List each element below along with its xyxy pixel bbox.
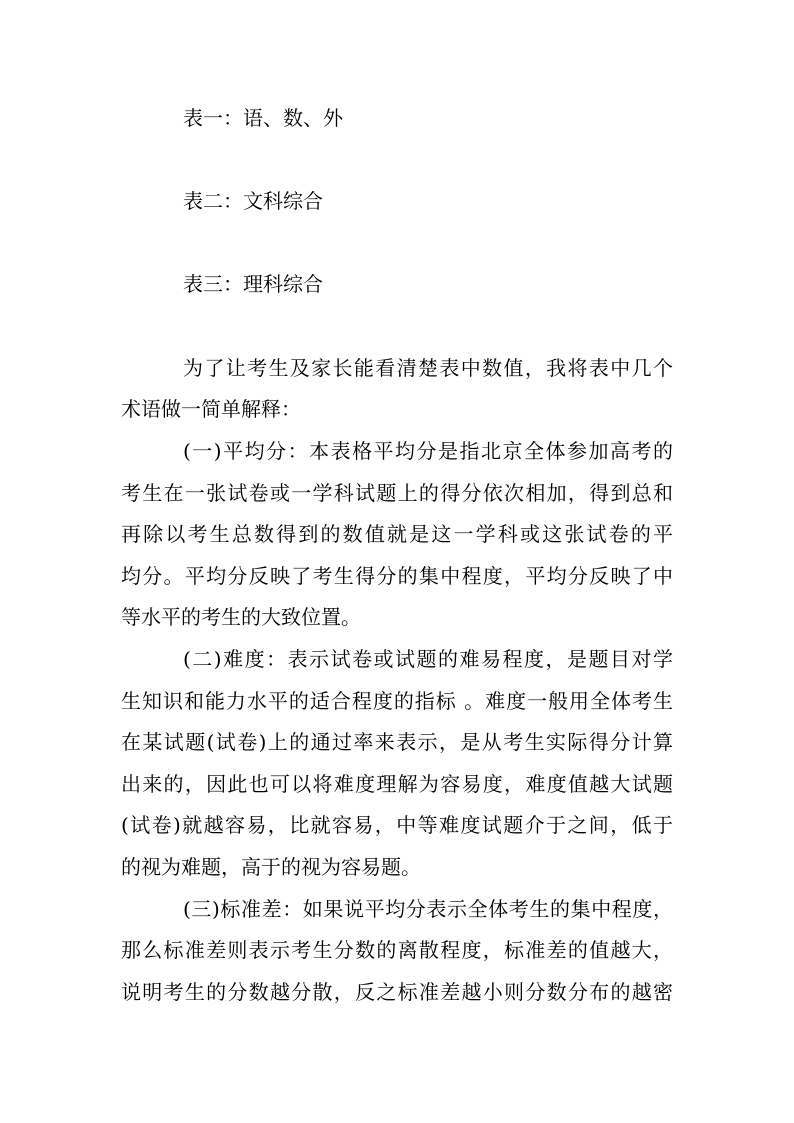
average-score-line-1: (一)平均分：本表格平均分是指北京全体参加高考的 [183, 439, 673, 463]
difficulty-line-6: 的视为难题，高于的视为容易题。 [121, 855, 421, 879]
table-1-heading: 表一：语、数、外 [183, 106, 343, 130]
standard-deviation-line-3: 说明考生的分数越分散，反之标准差越小则分数分布的越密 [121, 980, 673, 1004]
average-score-line-2: 考生在一张试卷或一学科试题上的得分依次相加，得到总和 [121, 481, 673, 505]
difficulty-line-2: 生知识和能力水平的适合程度的指标 。难度一般用全体考生 [121, 689, 673, 713]
average-score-line-3: 再除以考生总数得到的数值就是这一学科或这张试卷的平 [121, 522, 673, 546]
standard-deviation-line-1: (三)标准差：如果说平均分表示全体考生的集中程度， [183, 897, 673, 921]
standard-deviation-line-2: 那么标准差则表示考生分数的离散程度，标准差的值越大， [121, 938, 673, 962]
intro-line-2: 术语做一简单解释： [121, 397, 301, 421]
average-score-line-4: 均分。平均分反映了考生得分的集中程度，平均分反映了中 [121, 564, 673, 588]
average-score-line-5: 等水平的考生的大致位置。 [121, 605, 361, 629]
table-3-heading: 表三：理科综合 [183, 272, 323, 296]
intro-line-1: 为了让考生及家长能看清楚表中数值，我将表中几个 [183, 356, 673, 380]
difficulty-line-1: (二)难度：表示试卷或试题的难易程度，是题目对学 [183, 647, 673, 671]
difficulty-line-4: 出来的，因此也可以将难度理解为容易度，难度值越大试题 [121, 772, 673, 796]
difficulty-line-3: 在某试题(试卷)上的通过率来表示，是从考生实际得分计算 [121, 730, 673, 754]
difficulty-line-5: (试卷)就越容易，比就容易，中等难度试题介于之间，低于 [121, 813, 673, 837]
table-2-heading: 表二：文科综合 [183, 189, 323, 213]
